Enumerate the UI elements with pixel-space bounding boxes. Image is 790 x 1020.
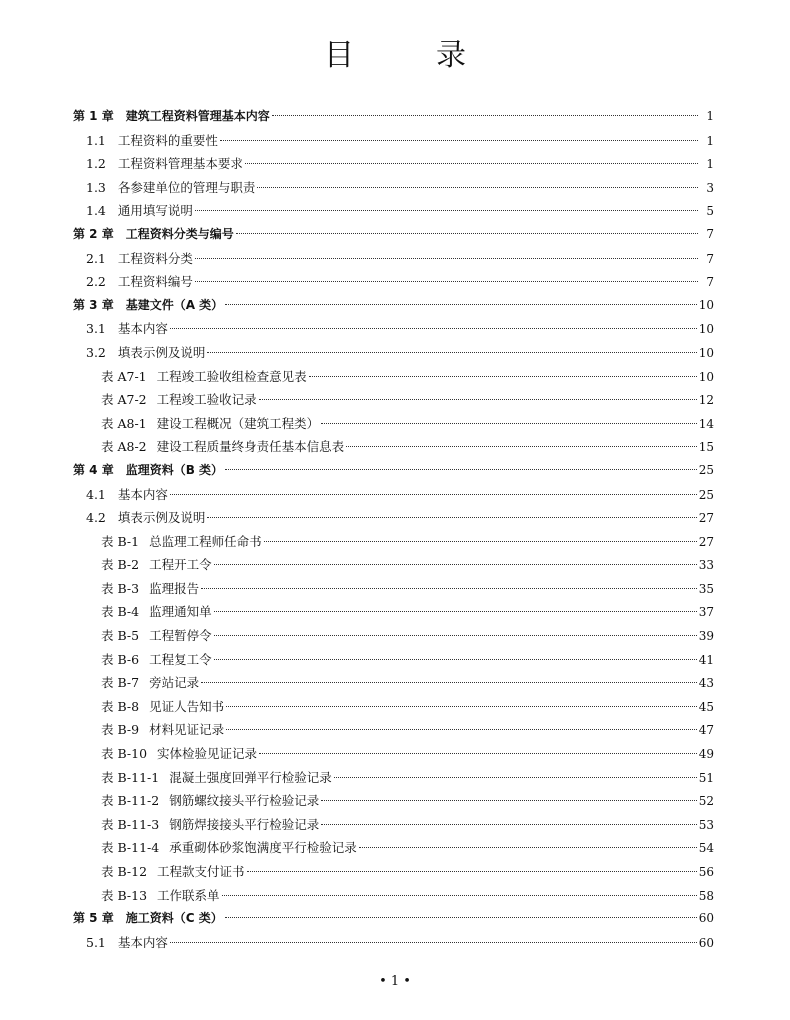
toc-entry-page: 14: [698, 416, 714, 431]
toc-dot-leader: [259, 753, 697, 754]
toc-dot-leader: [214, 659, 697, 660]
toc-dot-leader: [207, 517, 696, 518]
toc-entry-page: 10: [698, 322, 714, 337]
toc-entry-title: 施工资料（C 类）: [125, 911, 223, 926]
toc-entry-title: 工程复工令: [149, 651, 212, 667]
toc-entry-number: 表 B-4: [101, 604, 140, 620]
toc-table-entry[interactable]: [73, 836, 714, 860]
toc-entry-number: 表 A7-1: [101, 368, 147, 384]
toc-dot-leader: [259, 399, 697, 400]
toc-entry-number: 表 B-11-3: [101, 816, 160, 832]
toc-entry-title: 工程资料编号: [117, 274, 193, 290]
toc-entry-title: 工作联系单: [157, 887, 220, 903]
toc-chapter-entry[interactable]: [73, 459, 714, 483]
toc-entry-number: 5.1: [86, 934, 106, 950]
toc-entry-page: 53: [698, 817, 714, 832]
page-number: • 1 •: [379, 974, 411, 989]
toc-chapter-entry[interactable]: [73, 223, 714, 247]
toc-entry-page: 3: [706, 180, 714, 195]
toc-dot-leader: [195, 281, 698, 282]
toc-table-entry[interactable]: [73, 530, 714, 554]
toc-entry-title: 工程开工令: [149, 557, 212, 573]
toc-table-entry[interactable]: [73, 388, 714, 412]
toc-entry-title: 工程款支付证书: [157, 864, 245, 879]
toc-entry-number: 3.1: [86, 321, 106, 337]
toc-entry-title: 建设工程质量终身责任基本信息表: [156, 439, 345, 455]
toc-entry-number: 表 B-11-1: [101, 769, 160, 785]
toc-entry-page: 54: [698, 841, 714, 856]
toc-entry-number: 表 B-1: [101, 533, 140, 549]
toc-entry-title: 工程竣工验收组检查意见表: [156, 368, 307, 384]
toc-entry-number: 4.1: [86, 486, 106, 502]
toc-entry-title: 监理通知单: [149, 604, 212, 620]
toc-section-entry[interactable]: [73, 199, 714, 223]
toc-entry-title: 实体检验见证记录: [157, 746, 258, 762]
toc-entry-page: 60: [698, 935, 714, 950]
toc-entry-page: 49: [698, 747, 714, 762]
toc-entry-title: 监理报告: [149, 580, 200, 596]
toc-dot-leader: [170, 328, 697, 329]
toc-dot-leader: [195, 258, 698, 259]
toc-dot-leader: [201, 682, 697, 683]
toc-entry-page: 51: [698, 770, 714, 785]
toc-entry-page: 52: [698, 794, 714, 809]
toc-section-entry[interactable]: [73, 152, 714, 176]
toc-dot-leader: [321, 800, 697, 801]
toc-entry-page: 7: [706, 275, 714, 290]
toc-dot-leader: [220, 140, 698, 141]
toc-dot-leader: [207, 352, 696, 353]
toc-table-entry[interactable]: [73, 553, 714, 577]
toc-dot-leader: [245, 163, 698, 164]
toc-entry-title: 填表示例及说明: [117, 510, 206, 526]
toc-entry-title: 基建文件（A 类）: [125, 297, 224, 312]
toc-entry-title: 工程暂停令: [149, 628, 212, 644]
toc-table-entry[interactable]: [73, 742, 714, 766]
toc-entry-page: 12: [698, 393, 714, 408]
toc-table-entry[interactable]: [73, 600, 714, 624]
toc-entry-page: 45: [698, 699, 714, 714]
toc-dot-leader: [247, 871, 697, 872]
toc-entry-title: 材料见证记录: [149, 722, 225, 738]
toc-section-entry[interactable]: [73, 931, 714, 955]
toc-entry-number: 1.2: [86, 156, 106, 172]
toc-entry-page: 1: [706, 157, 714, 172]
toc-entry-number: 表 B-6: [101, 651, 140, 667]
toc-dot-leader: [226, 729, 697, 730]
toc-entry-page: 39: [698, 629, 714, 644]
toc-entry-page: 43: [698, 676, 714, 691]
toc-table-entry[interactable]: [73, 624, 714, 648]
toc-table-entry[interactable]: [73, 577, 714, 601]
toc-entry-page: 7: [706, 251, 714, 266]
toc-entry-number: 4.2: [86, 510, 106, 526]
toc-entry-page: 25: [698, 462, 714, 477]
toc-dot-leader: [201, 588, 697, 589]
toc-entry-page: 10: [698, 369, 714, 384]
toc-dot-leader: [170, 942, 697, 943]
toc-entry-title: 建设工程概况（建筑工程类）: [156, 415, 320, 431]
toc-entry-number: 表 B-5: [101, 628, 140, 644]
toc-dot-leader: [321, 824, 697, 825]
table-of-contents: [73, 105, 714, 954]
toc-dot-leader: [214, 564, 697, 565]
toc-entry-page: 10: [698, 345, 714, 360]
toc-entry-page: 5: [706, 204, 714, 219]
toc-entry-title: 基本内容: [117, 934, 168, 950]
toc-dot-leader: [236, 233, 698, 234]
toc-dot-leader: [272, 115, 698, 116]
toc-entry-title: 承重砌体砂浆饱满度平行检验记录: [169, 840, 357, 856]
toc-entry-page: 25: [698, 487, 714, 502]
toc-entry-number: 表 A8-2: [101, 439, 147, 455]
toc-entry-number: 表 B-9: [101, 722, 140, 738]
toc-table-entry[interactable]: [73, 789, 714, 813]
toc-table-entry[interactable]: [73, 884, 714, 908]
toc-entry-number: 1.1: [86, 132, 106, 148]
toc-dot-leader: [214, 635, 697, 636]
toc-entry-title: 通用填写说明: [117, 203, 193, 219]
toc-table-entry[interactable]: [73, 671, 714, 695]
toc-dot-leader: [226, 706, 697, 707]
toc-entry-number: 表 B-7: [101, 675, 140, 691]
toc-dot-leader: [170, 494, 697, 495]
toc-dot-leader: [359, 847, 697, 848]
toc-entry-title: 钢筋焊接接头平行检验记录: [169, 816, 320, 832]
toc-entry-title: 见证人告知书: [149, 698, 225, 714]
toc-section-entry[interactable]: [73, 129, 714, 153]
toc-entry-page: 27: [698, 534, 714, 549]
toc-section-entry[interactable]: [73, 341, 714, 365]
toc-entry-number: 表 B-10: [101, 746, 148, 762]
toc-entry-number: 1.3: [86, 179, 106, 195]
toc-entry-number: 第 2 章: [73, 226, 114, 241]
toc-chapter-entry[interactable]: [73, 907, 714, 931]
toc-entry-title: 填表示例及说明: [117, 344, 206, 360]
toc-entry-title: 工程资料管理基本要求: [117, 156, 243, 172]
toc-entry-number: 第 4 章: [73, 462, 114, 477]
toc-table-entry[interactable]: [73, 860, 714, 884]
toc-section-entry[interactable]: [73, 247, 714, 271]
toc-entry-number: 表 A8-1: [101, 415, 147, 431]
toc-table-entry[interactable]: [73, 766, 714, 790]
toc-entry-number: 表 A7-2: [101, 392, 147, 408]
toc-entry-number: 表 B-11-4: [101, 840, 160, 856]
toc-entry-number: 2.1: [86, 250, 106, 266]
toc-table-entry[interactable]: [73, 412, 714, 436]
toc-table-entry[interactable]: [73, 695, 714, 719]
toc-entry-title: 旁站记录: [149, 675, 200, 691]
toc-entry-number: 1.4: [86, 203, 106, 219]
toc-table-entry[interactable]: [73, 365, 714, 389]
toc-table-entry[interactable]: [73, 813, 714, 837]
toc-entry-page: 56: [698, 865, 714, 879]
toc-entry-title: 混凝土强度回弹平行检验记录: [169, 769, 332, 785]
toc-entry-page: 58: [698, 888, 714, 903]
toc-dot-leader: [214, 611, 697, 612]
toc-section-entry[interactable]: [73, 176, 714, 200]
page-title: 目 录: [324, 38, 492, 73]
toc-dot-leader: [309, 376, 697, 377]
toc-entry-title: 工程资料分类: [117, 250, 193, 266]
toc-table-entry[interactable]: [73, 718, 714, 742]
toc-entry-page: 35: [698, 581, 714, 596]
toc-entry-title: 建筑工程资料管理基本内容: [125, 109, 270, 123]
toc-entry-page: 27: [698, 511, 714, 526]
toc-section-entry[interactable]: [73, 483, 714, 507]
toc-entry-number: 第 5 章: [73, 911, 114, 926]
toc-dot-leader: [257, 187, 698, 188]
toc-entry-title: 各参建单位的管理与职责: [117, 179, 256, 195]
toc-entry-title: 基本内容: [117, 321, 168, 337]
toc-entry-page: 1: [706, 133, 714, 148]
toc-entry-number: 表 B-3: [101, 580, 140, 596]
toc-chapter-entry[interactable]: [73, 294, 714, 318]
toc-entry-number: 3.2: [86, 344, 106, 360]
toc-dot-leader: [225, 469, 697, 470]
toc-entry-title: 基本内容: [117, 486, 168, 502]
toc-table-entry[interactable]: [73, 435, 714, 459]
toc-entry-page: 10: [698, 297, 714, 312]
toc-entry-title: 工程资料的重要性: [117, 132, 218, 148]
toc-entry-number: 表 B-11-2: [101, 793, 160, 809]
toc-entry-number: 第 1 章: [73, 109, 114, 123]
toc-section-entry[interactable]: [73, 506, 714, 530]
toc-dot-leader: [225, 304, 697, 305]
toc-entry-number: 表 B-13: [101, 887, 148, 903]
toc-entry-page: 37: [698, 605, 714, 620]
toc-dot-leader: [222, 895, 697, 896]
toc-section-entry[interactable]: [73, 317, 714, 341]
toc-entry-page: 15: [698, 440, 714, 455]
toc-entry-number: 2.2: [86, 274, 106, 290]
toc-dot-leader: [225, 917, 697, 918]
toc-entry-page: 7: [706, 226, 714, 241]
toc-entry-title: 钢筋螺纹接头平行检验记录: [169, 793, 320, 809]
toc-entry-page: 1: [706, 109, 714, 123]
toc-entry-title: 工程资料分类与编号: [125, 226, 234, 241]
toc-entry-page: 60: [698, 911, 714, 926]
toc-chapter-entry[interactable]: [73, 105, 714, 129]
toc-dot-leader: [195, 210, 698, 211]
toc-table-entry[interactable]: [73, 648, 714, 672]
toc-entry-title: 监理资料（B 类）: [125, 462, 224, 477]
toc-entry-number: 表 B-2: [101, 557, 140, 573]
toc-section-entry[interactable]: [73, 270, 714, 294]
toc-entry-number: 表 B-8: [101, 698, 140, 714]
toc-entry-number: 表 B-12: [101, 864, 148, 879]
toc-entry-page: 41: [698, 652, 714, 667]
toc-entry-page: 47: [698, 723, 714, 738]
toc-entry-title: 总监理工程师任命书: [149, 533, 262, 549]
toc-entry-number: 第 3 章: [73, 297, 114, 312]
toc-dot-leader: [346, 446, 697, 447]
toc-dot-leader: [264, 541, 697, 542]
toc-entry-title: 工程竣工验收记录: [156, 392, 257, 408]
toc-dot-leader: [321, 423, 697, 424]
toc-dot-leader: [334, 777, 697, 778]
toc-entry-page: 33: [698, 558, 714, 573]
